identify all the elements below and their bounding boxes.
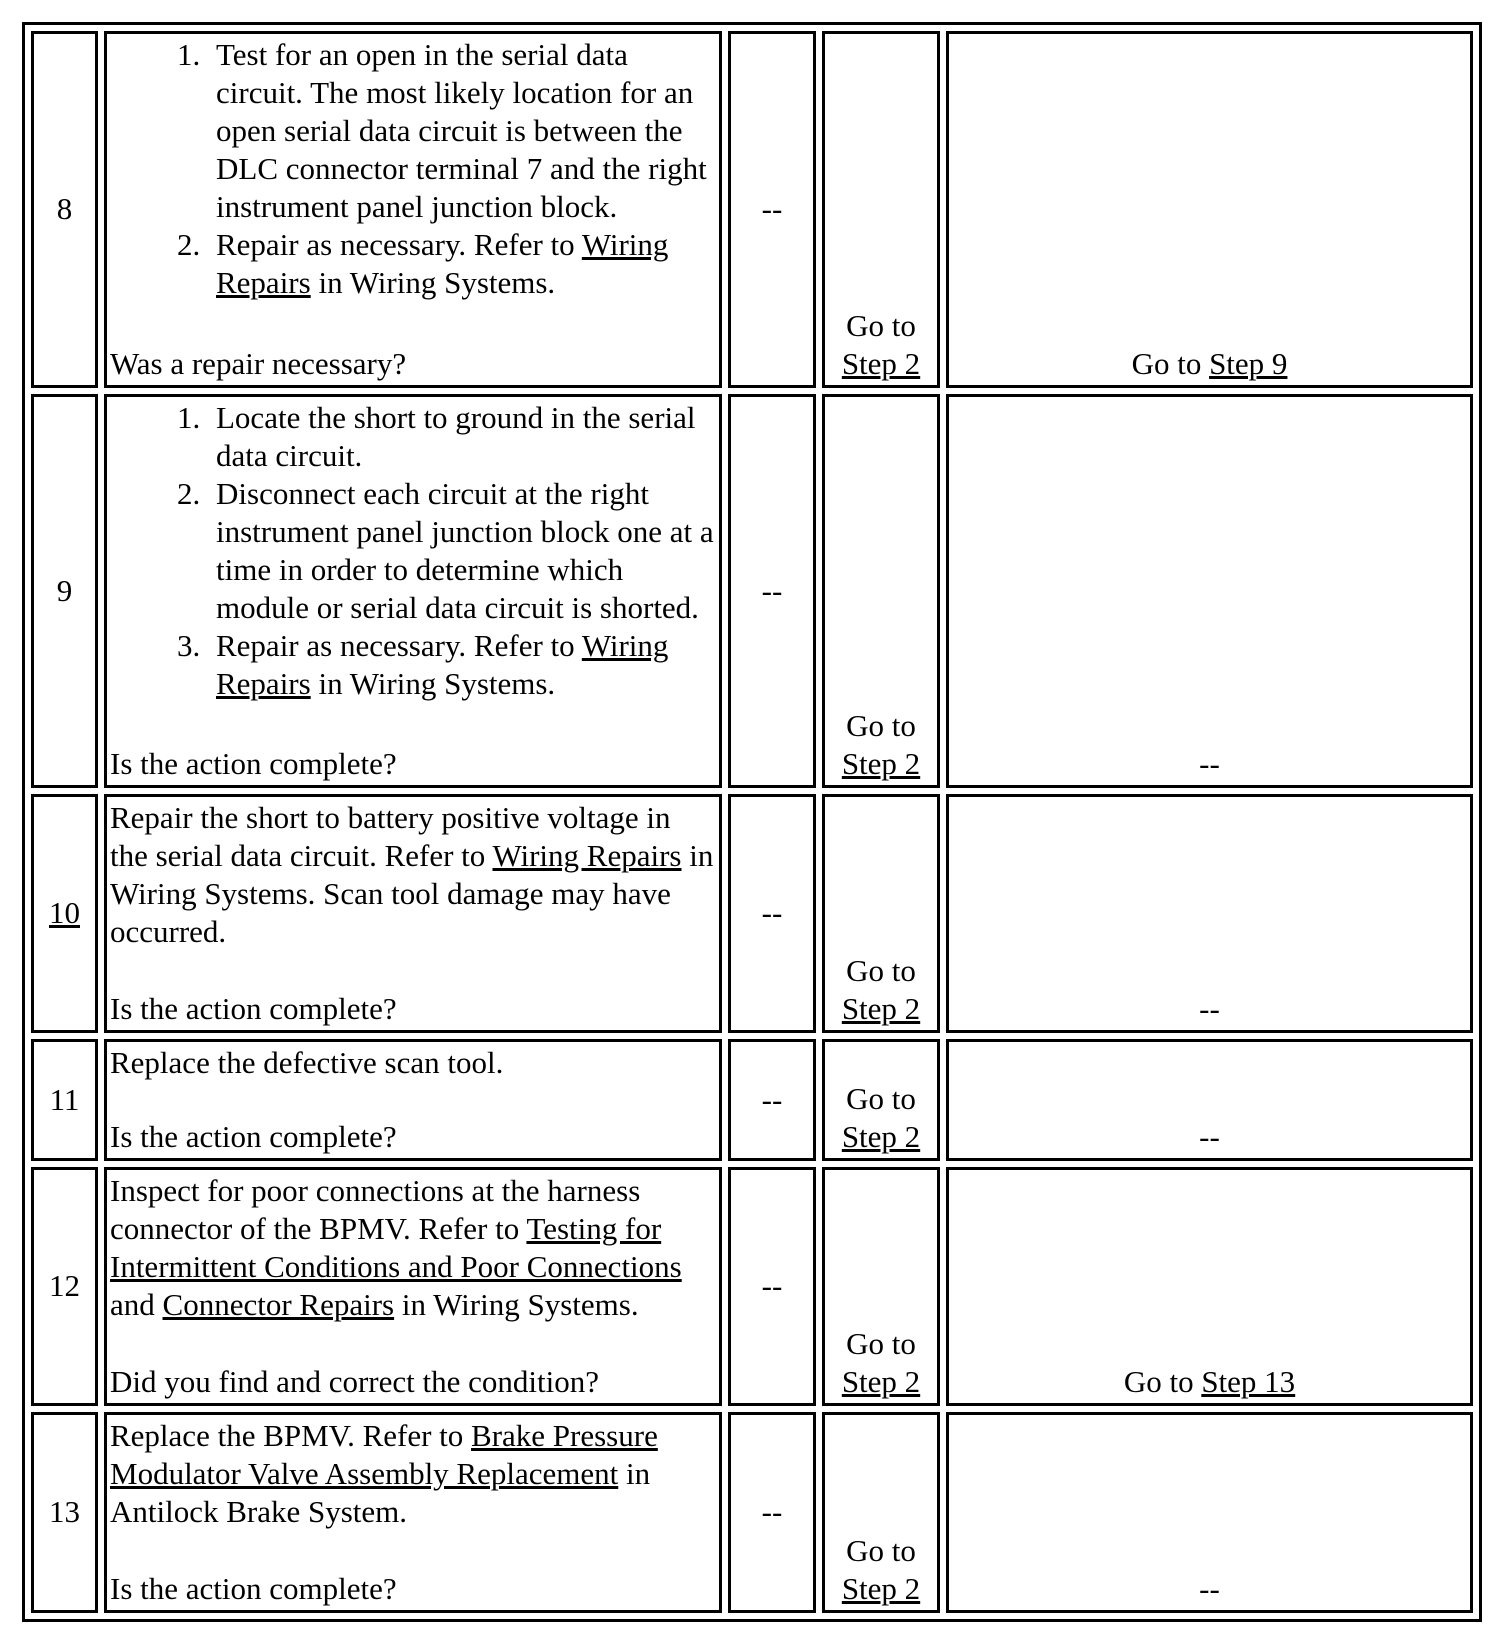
action-cell	[104, 31, 722, 388]
step-link[interactable]: Step 2	[841, 1571, 921, 1606]
yes-cell: Go to Step 2	[822, 794, 940, 1033]
action-cell	[104, 1039, 722, 1161]
list-item: 2. Disconnect each circuit at the right instrument panel junction block one at a time in order to determine which module or serial data circuit is shorted.	[208, 475, 716, 627]
no-cell: --	[946, 394, 1473, 788]
step-number: 13	[31, 1412, 98, 1613]
action-text: Repair the short to battery positive voltage in the serial data circuit. Refer to Wiring Repairs in Wiring Systems. Scan tool damage may have occurred.	[110, 799, 714, 949]
step-number: 10	[31, 794, 98, 1033]
value-cell: --	[728, 31, 816, 388]
yes-cell: Go to Step 2	[822, 31, 940, 388]
list-item: 2. Repair as necessary. Refer to Wiring Repairs in Wiring Systems.	[208, 226, 716, 302]
yes-cell: Go to Step 2	[822, 1167, 940, 1406]
value-cell: --	[728, 1167, 816, 1406]
question-text: Is the action complete?	[110, 1118, 397, 1154]
step-link[interactable]: Step 2	[841, 1118, 921, 1154]
action-cell	[104, 1412, 722, 1613]
diagnostic-table	[22, 22, 1482, 1622]
question-text: Is the action complete?	[110, 1571, 397, 1606]
step-link[interactable]: Step 2	[841, 1363, 921, 1399]
testing-intermittent-link[interactable]: Testing for Intermittent Conditions and Poor Connections	[110, 1210, 682, 1284]
step-link[interactable]: Step 2	[841, 345, 921, 381]
list-item: 1. Test for an open in the serial data circuit. The most likely location for an open serial data circuit is between the DLC connector terminal 7 and the right instrument panel junction block.	[208, 36, 716, 226]
no-cell: --	[946, 794, 1473, 1033]
table-row	[31, 1039, 1473, 1161]
action-cell	[104, 1167, 722, 1406]
question-text: Was a repair necessary?	[110, 345, 407, 381]
no-cell: Go to Step 9	[946, 31, 1473, 388]
no-cell: --	[946, 1039, 1473, 1161]
table-row	[31, 1167, 1473, 1406]
table-row	[31, 31, 1473, 388]
question-text: Did you find and correct the condition?	[110, 1363, 599, 1399]
bpmv-replacement-link[interactable]: Brake Pressure Modulator Valve Assembly Replacement	[110, 1417, 658, 1491]
value-cell: --	[728, 794, 816, 1033]
step-link[interactable]: Step 2	[841, 745, 921, 781]
value-cell: --	[728, 1412, 816, 1613]
table-row	[31, 794, 1473, 1033]
table-row	[31, 1412, 1473, 1613]
no-cell: Go to Step 13	[946, 1167, 1473, 1406]
list-item: 3. Repair as necessary. Refer to Wiring Repairs in Wiring Systems.	[208, 627, 716, 703]
question-text: Is the action complete?	[110, 990, 397, 1026]
step-number: 9	[31, 394, 98, 788]
step-number: 11	[31, 1039, 98, 1161]
connector-repairs-link[interactable]: Connector Repairs	[162, 1286, 395, 1322]
yes-cell: Go to Step 2	[822, 394, 940, 788]
value-cell: --	[728, 1039, 816, 1161]
step-link[interactable]: Step 13	[1201, 1363, 1296, 1399]
diagnostic-table-page	[22, 22, 1482, 1622]
list-item: 1. Locate the short to ground in the serial data circuit.	[208, 399, 716, 475]
wiring-repairs-link[interactable]: Wiring Repairs	[492, 837, 682, 873]
step-link[interactable]: Step 2	[841, 990, 921, 1026]
action-list	[110, 36, 716, 302]
wiring-repairs-link[interactable]: Wiring Repairs	[216, 627, 669, 701]
step-number: 8	[31, 31, 98, 388]
action-text: Replace the defective scan tool.	[110, 1044, 504, 1080]
action-cell	[104, 794, 722, 1033]
yes-cell: Go to Step 2	[822, 1039, 940, 1161]
value-cell: --	[728, 394, 816, 788]
step-number: 12	[31, 1167, 98, 1406]
wiring-repairs-link[interactable]: Wiring Repairs	[216, 227, 669, 300]
action-text: Inspect for poor connections at the harness connector of the BPMV. Refer to Testing for Intermittent Conditions and Poor Connections and Connector Repairs in Wiring Systems.	[110, 1172, 682, 1322]
action-list	[110, 399, 716, 703]
step-link[interactable]: Step 9	[1209, 345, 1288, 381]
action-text: Replace the BPMV. Refer to Brake Pressure Modulator Valve Assembly Replacement in Antilock Brake System.	[110, 1417, 658, 1529]
yes-cell: Go to Step 2	[822, 1412, 940, 1613]
action-cell	[104, 394, 722, 788]
no-cell: --	[946, 1412, 1473, 1613]
question-text: Is the action complete?	[110, 745, 397, 781]
table-row	[31, 394, 1473, 788]
